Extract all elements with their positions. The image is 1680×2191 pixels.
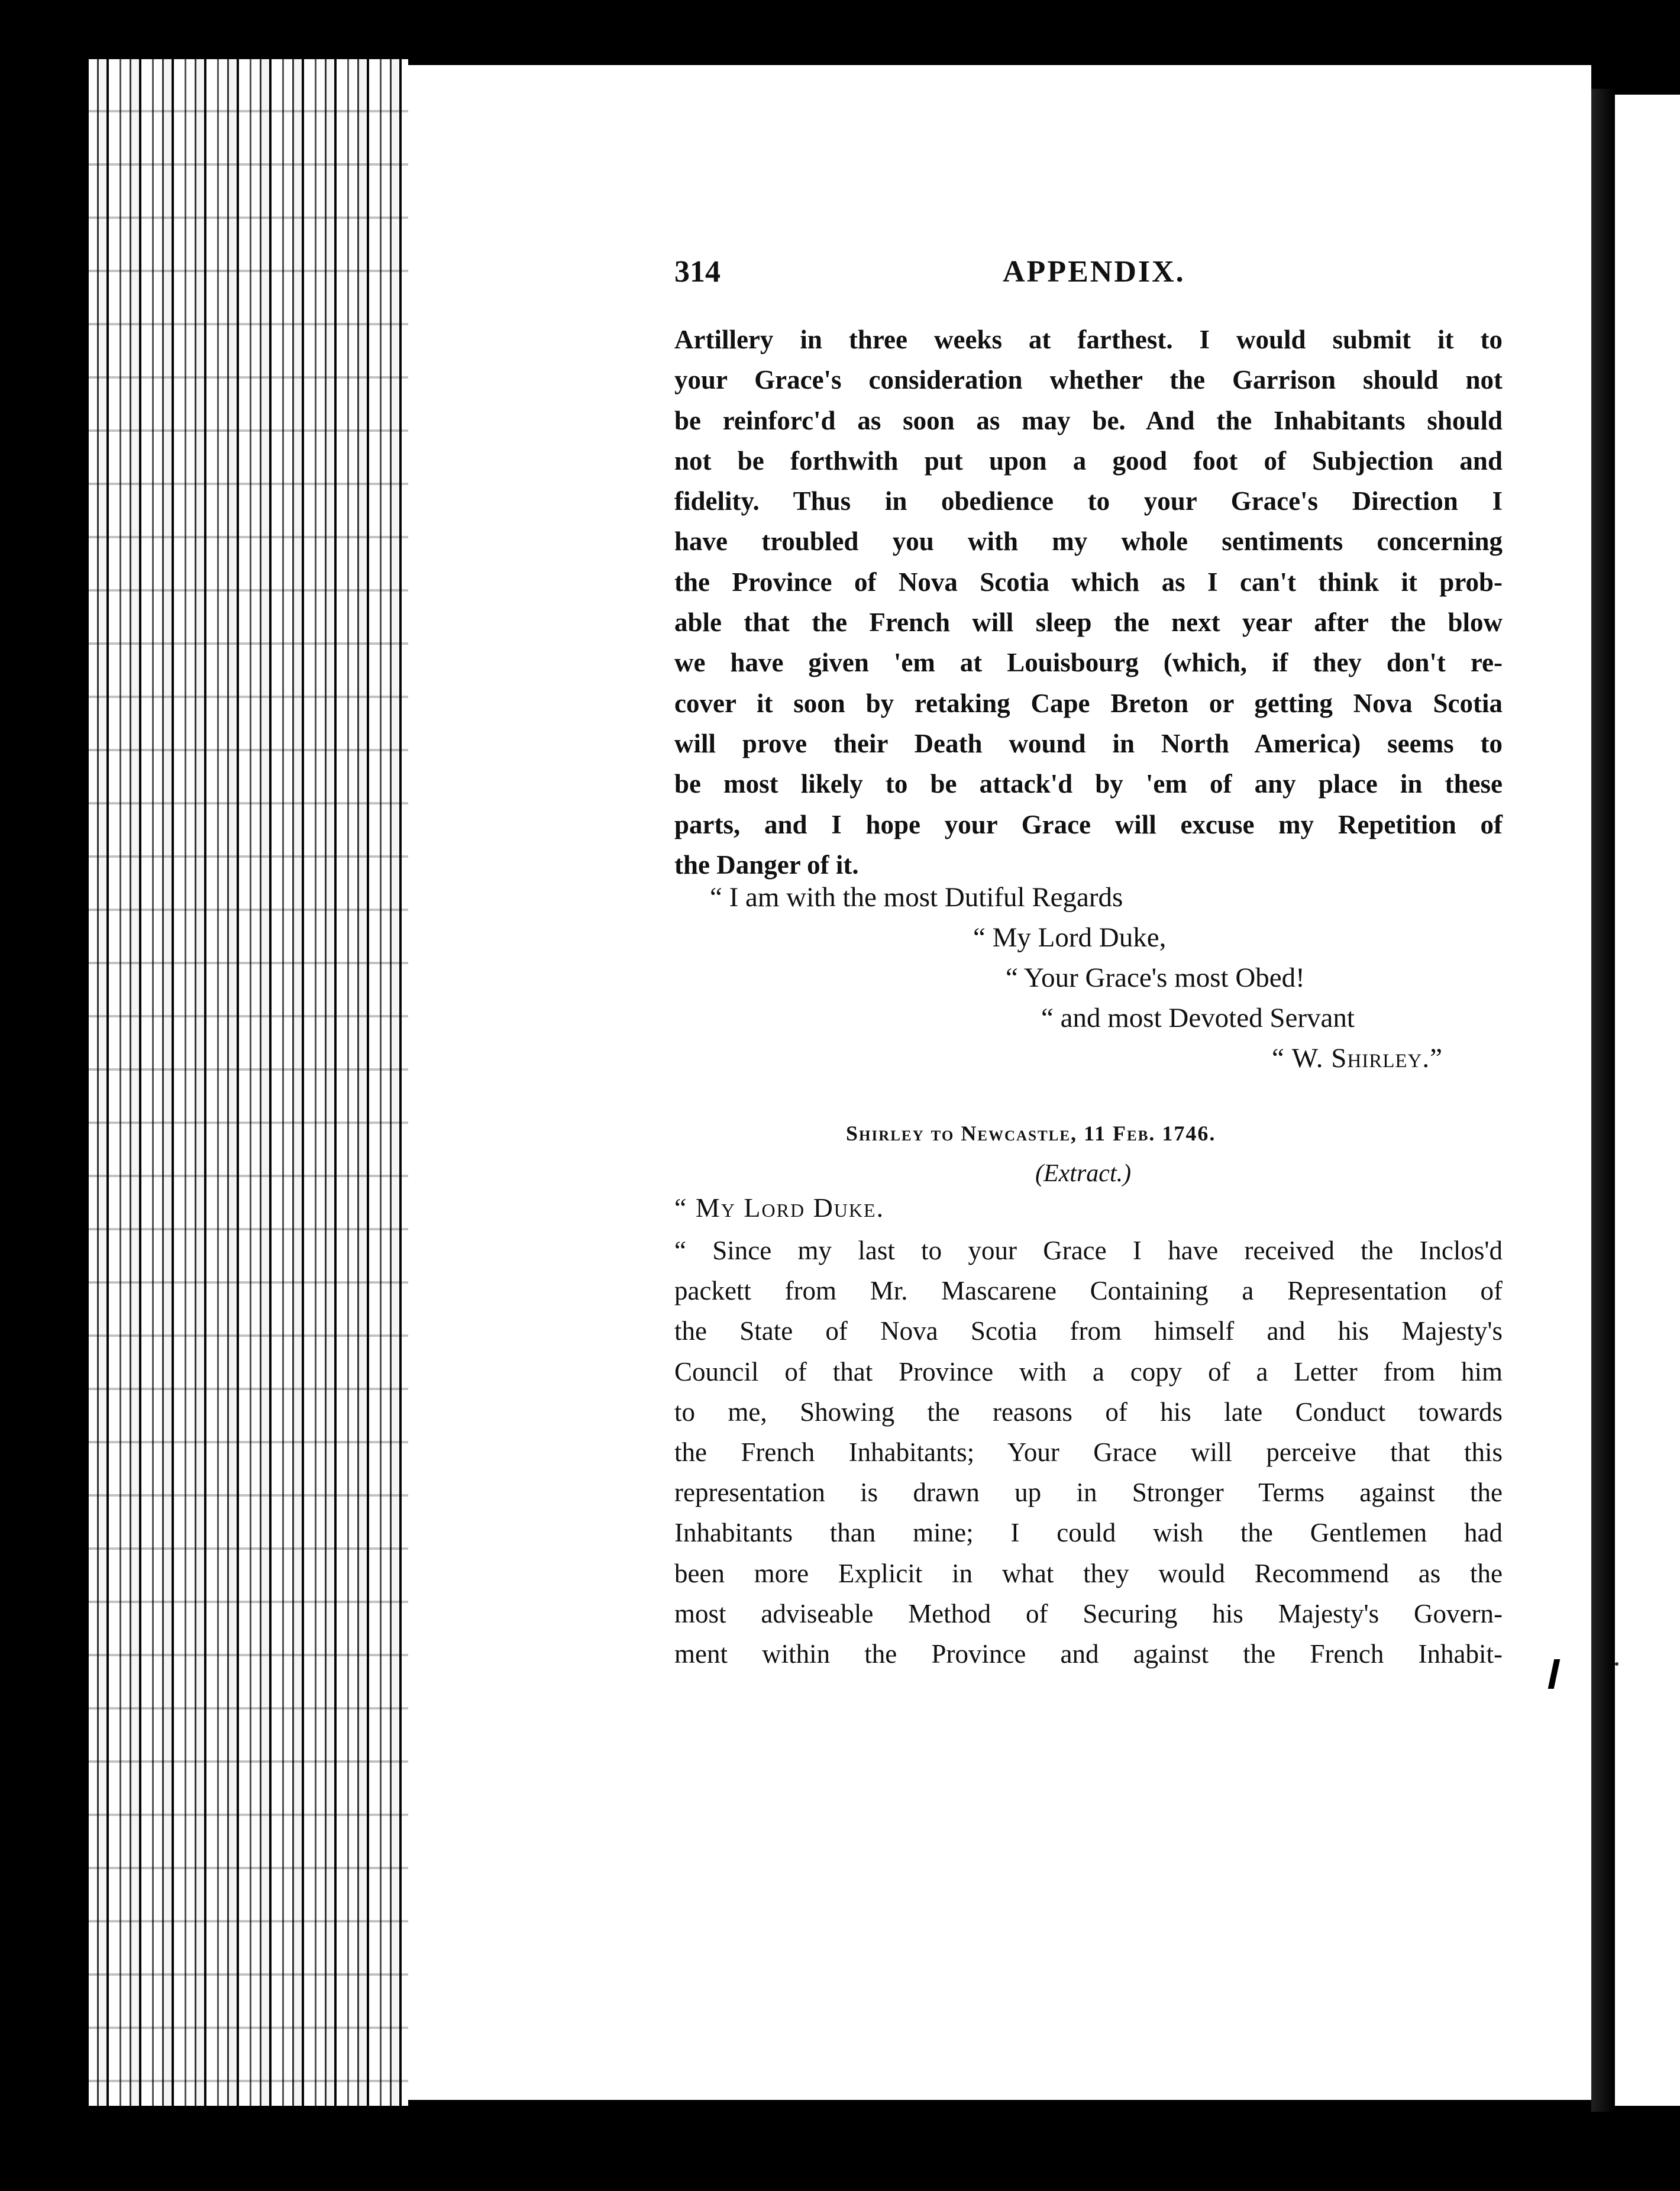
text-line: Artillery in three weeks at farthest. I would submit it to	[674, 325, 1503, 354]
running-header	[674, 254, 1503, 296]
text-line: to me, Showing the reasons of his late Conduct towards	[674, 1397, 1503, 1427]
book-gutter	[1591, 89, 1615, 2112]
text-line: not be forthwith put upon a good foot of Subjection and	[674, 445, 1503, 476]
text-line: parts, and I hope your Grace will excuse my Repetition of	[674, 809, 1503, 839]
text-line: the Province of Nova Scotia which as I can't think it prob-	[674, 567, 1503, 597]
text-line: be reinforc'd as soon as may be. And the Inhabitants should	[674, 405, 1503, 435]
extract-note	[1035, 1159, 1131, 1188]
salutation: “ My Lord Duke.	[674, 1193, 885, 1223]
text-line: your Grace's consideration whether the Garrison should not	[674, 365, 1503, 395]
closing-line-4: “ and most Devoted Servant	[1041, 1003, 1355, 1033]
closing-line-2: “ My Lord Duke,	[973, 922, 1167, 953]
text-line: we have given 'em at Louisbourg (which, if they don't re-	[674, 648, 1503, 678]
text-line: Inhabitants than mine; I could wish the Gentlemen had	[674, 1518, 1503, 1548]
text-line: will prove their Death wound in North America) seems to	[674, 728, 1503, 758]
text-line: be most likely to be attack'd by 'em of any place in these	[674, 769, 1503, 799]
text-line: representation is drawn up in Stronger Terms against the	[674, 1478, 1503, 1508]
text-line: able that the French will sleep the next year after the blow	[674, 607, 1503, 638]
text-line: packett from Mr. Mascarene Containing a Representation of	[674, 1276, 1503, 1306]
closing-line-1: “ I am with the most Dutiful Regards	[710, 882, 1123, 913]
text-line: the State of Nova Scotia from himself and his Majesty's	[674, 1316, 1503, 1346]
book-page-edges	[89, 59, 408, 2106]
text-line: cover it soon by retaking Cape Breton or getting Nova Scotia	[674, 688, 1503, 718]
text-line: fidelity. Thus in obedience to your Grace's Direction I	[674, 486, 1503, 516]
text-line: have troubled you with my whole sentiments concerning	[674, 526, 1503, 557]
paragraph-1	[674, 319, 1503, 885]
text-line: Council of that Province with a copy of a Letter from him	[674, 1356, 1503, 1387]
text-line: most adviseable Method of Securing his Majesty's Govern-	[674, 1598, 1503, 1628]
closing-line-3: “ Your Grace's most Obed!	[1006, 962, 1305, 993]
paragraph-2	[674, 1230, 1503, 1674]
section-heading: Shirley to Newcastle, 11 Feb. 1746.	[846, 1122, 1216, 1145]
extract-note-text: (Extract.)	[1035, 1160, 1132, 1187]
signature: “ W. Shirley.”	[1272, 1043, 1443, 1074]
text-line: the French Inhabitants; Your Grace will perceive that this	[674, 1437, 1503, 1468]
next-page-edge	[1615, 95, 1680, 2106]
text-line: been more Explicit in what they would Recommend as the	[674, 1558, 1503, 1588]
text-line: the Danger of it.	[674, 849, 859, 880]
speck-mark	[1615, 1662, 1618, 1666]
text-line: ment within the Province and against the French Inhabit-	[674, 1639, 1503, 1669]
page-number: 314	[674, 255, 721, 289]
text-line: “ Since my last to your Grace I have received the Inclos'd	[674, 1236, 1503, 1265]
running-title: APPENDIX.	[1003, 255, 1185, 289]
